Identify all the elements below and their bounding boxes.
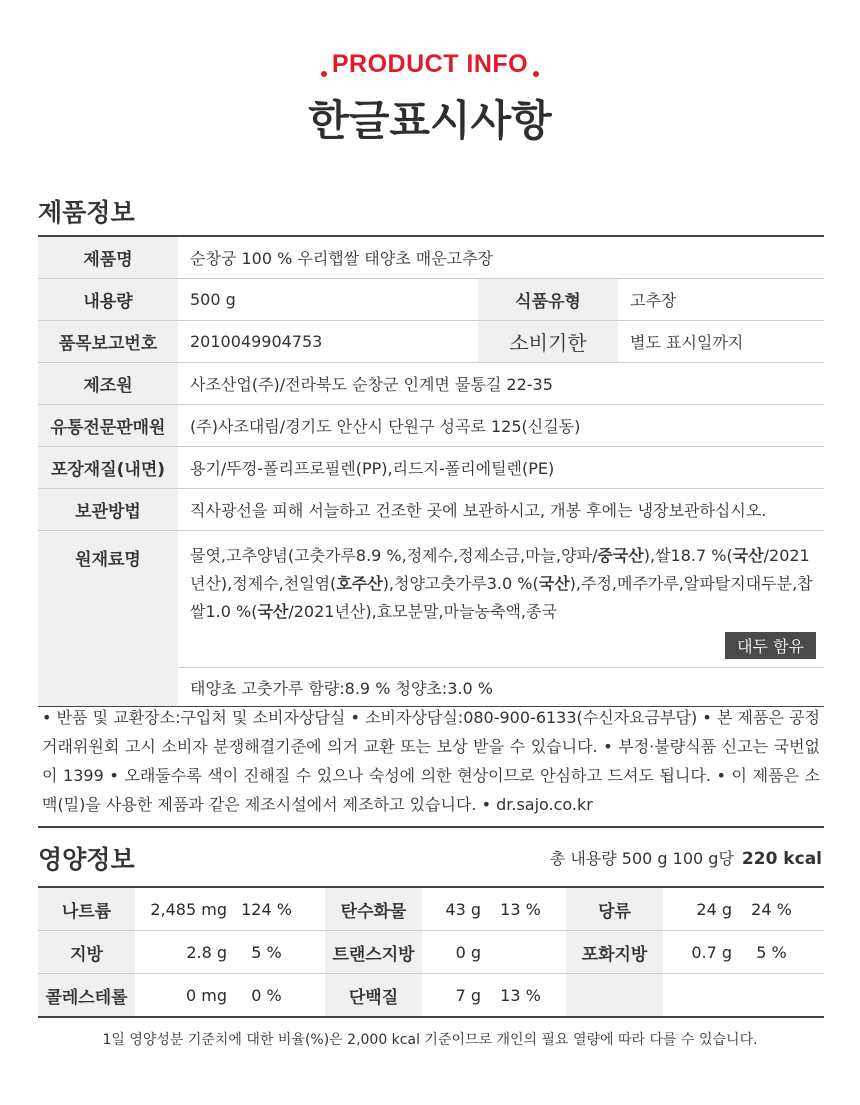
empty-cell (566, 974, 663, 1016)
nutrient-percent: 24 % (751, 899, 792, 919)
nutrient-percent: 13 % (500, 899, 541, 919)
table-row (38, 321, 824, 363)
ingredient-part: 물엿,고추양념(고춧가루8.9 %,정제수,정제소금,마늘,양파/ (190, 546, 598, 565)
ingredient-part: ),쌀18.7 %( (643, 546, 733, 565)
table-row (38, 237, 824, 279)
row-value: 용기/뚜껑-폴리프로필렌(PP),리드지-폴리에틸렌(PE) (190, 459, 555, 478)
ingredient-origin: 국산 (538, 574, 570, 593)
row-label: 포장재질(내면) (38, 447, 178, 488)
nutrient-name: 포화지방 (566, 931, 663, 973)
nutrition-title: 영양정보 (38, 845, 135, 874)
row-value: 별도 표시일까지 (630, 333, 744, 352)
serving-info: 총 내용량 500 g 100 g당 (549, 849, 734, 868)
row-value: 500 g (190, 290, 236, 309)
divider (38, 826, 824, 828)
row-label: 제품명 (38, 237, 178, 278)
row-value: 순창궁 100 % 우리햅쌀 태양초 매운고추장 (190, 249, 494, 268)
nutrient-name: 트랜스지방 (325, 931, 422, 973)
nutrient-name: 단백질 (325, 974, 422, 1016)
row-label: 품목보고번호 (38, 321, 178, 362)
nutrient-name: 탄수화물 (325, 888, 422, 930)
ingredients-text (178, 531, 824, 626)
nutrient-percent: 124 % (241, 899, 292, 919)
row-value: 직사광선을 피해 서늘하고 건조한 곳에 보관하시고, 개봉 후에는 냉장보관하십시오. (190, 501, 767, 520)
notice-text: • 반품 및 교환장소:구입처 및 소비자상담실 • 소비자상담실:080-900-6133(수신자요금부담) • 본 제품은 공정거래위원회 고시 소비자 분쟁해결기준에 의거 교환 또는 보상 받을 수 있습니다. • 부정·불량식품 신고는 국번없이 1399 • 오래둘수록 색이 진해질 수 있으나 숙성에 의한 현상이므로 안심하고 드셔도 됩니다. • 이 제품은 소맥(밀)을 사용한 제품과 같은 제조시설에서 제조하고 있습니다. • dr.sajo.co.kr (42, 708, 820, 814)
ingredients-note: 태양초 고춧가루 함량:8.9 % 청양초:3.0 % (178, 667, 824, 706)
nutrient-amount: 2,485 mg (150, 899, 227, 919)
ingredient-part: ),주정,메주가루,알파탈지대두분,찹쌀1.0 %( (190, 574, 813, 621)
nutrient-amount: 24 g (696, 899, 732, 919)
row-value: 사조산업(주)/전라북도 순창군 인계면 물통길 22-35 (190, 375, 553, 394)
nutrition-row (38, 888, 824, 931)
row-value: 2010049904753 (190, 332, 323, 351)
product-info-badge (0, 50, 860, 79)
badge-text: PRODUCT INFO (331, 50, 529, 78)
ingredient-origin: 국산 (732, 546, 764, 565)
nutrient-amount: 43 g (445, 899, 481, 919)
nutrient-name: 콜레스테롤 (38, 974, 135, 1016)
nutrient-amount: 0 g (455, 942, 481, 962)
dot-right-icon (533, 71, 539, 77)
product-info-table (38, 235, 824, 707)
row-value: (주)사조대림/경기도 안산시 단원구 성곡로 125(신길동) (190, 417, 581, 436)
nutrition-row (38, 931, 824, 974)
ingredient-origin: 호주산 (336, 574, 383, 593)
nutrient-amount: 0 mg (185, 985, 227, 1005)
ingredient-part: ),청양고춧가루3.0 %( (382, 574, 539, 593)
table-row (38, 405, 824, 447)
nutrition-footnote: 1일 영양성분 기준치에 대한 비율(%)은 2,000 kcal 기준이므로 개인의 필요 열량에 따라 다를 수 있습니다. (102, 1032, 758, 1048)
product-info-title: 제품정보 (38, 198, 135, 227)
nutrient-name: 나트륨 (38, 888, 135, 930)
row-label: 소비기한 (478, 321, 618, 362)
allergen-badge: 대두 함유 (725, 632, 816, 659)
nutrient-percent (487, 931, 554, 973)
row-label: 제조원 (38, 363, 178, 404)
table-row (38, 363, 824, 405)
nutrient-percent: 5 % (756, 942, 787, 962)
ingredient-origin: 국산 (257, 602, 289, 621)
nutrient-amount: 0.7 g (691, 942, 732, 962)
ingredient-part: /2021년산),효모분말,마늘농축액,종국 (288, 602, 557, 621)
nutrition-row (38, 974, 824, 1016)
nutrient-amount: 7 g (455, 985, 481, 1005)
ingredients-label: 원재료명 (38, 531, 178, 706)
nutrient-amount: 2.8 g (186, 942, 227, 962)
dot-left-icon (321, 71, 327, 77)
row-label: 식품유형 (478, 279, 618, 320)
nutrition-summary (550, 846, 822, 869)
ingredient-origin: 중국산 (597, 546, 644, 565)
nutrient-name: 당류 (566, 888, 663, 930)
row-label: 유통전문판매원 (38, 405, 178, 446)
ingredients-row (38, 531, 824, 707)
nutrient-percent: 13 % (500, 985, 541, 1005)
row-label: 내용량 (38, 279, 178, 320)
nutrient-percent: 0 % (251, 985, 282, 1005)
page-title: 한글표시사항 (308, 96, 552, 145)
row-value: 고추장 (630, 291, 677, 310)
table-row (38, 447, 824, 489)
table-row (38, 279, 824, 321)
table-row (38, 489, 824, 531)
ingredient-part: /2021년산),정제수,천일염( (190, 546, 810, 593)
row-label: 보관방법 (38, 489, 178, 530)
nutrient-percent: 5 % (251, 942, 282, 962)
nutrient-name: 지방 (38, 931, 135, 973)
nutrition-table (38, 886, 824, 1018)
calories: 220 kcal (741, 849, 822, 869)
ingredients-body (178, 531, 824, 706)
